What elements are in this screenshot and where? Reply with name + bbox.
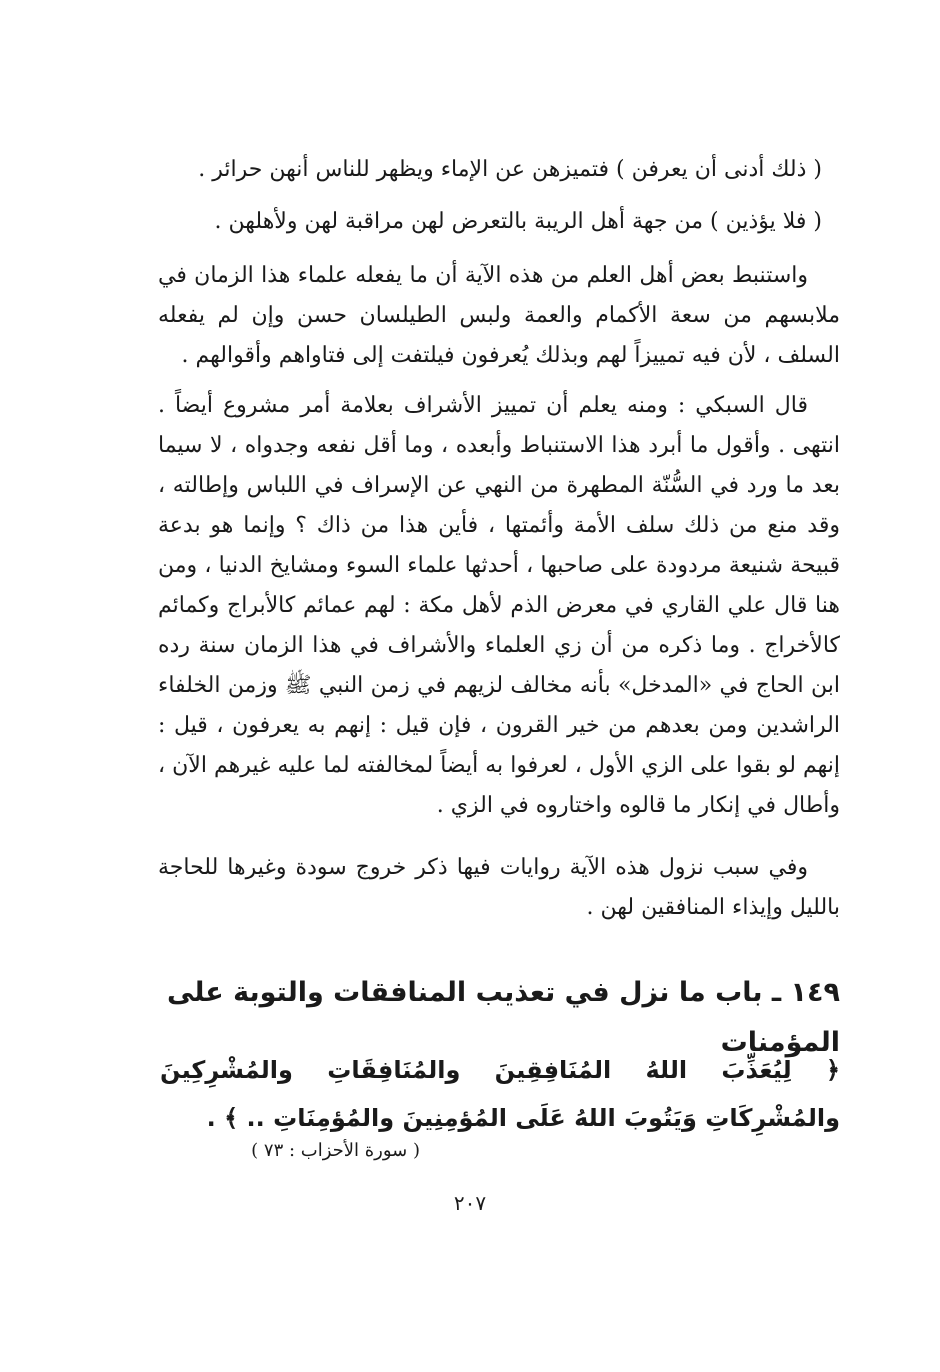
paragraph-sabab-nuzul: وفي سبب نزول هذه الآية روايات فيها ذكر خروج سودة وغيرها للحاجة بالليل وإيذاء المنافقين لهن . xyxy=(158,855,840,920)
tafsir-line-1: ( ذلك أدنى أن يعرفن ) فتميزهن عن الإماء ويظهر للناس أنهن حرائر . xyxy=(198,157,822,182)
quran-verse: ﴿ لِيُعَذِّبَ اللهُ المُنَافِقِينَ والمُنَافِقَاتِ والمُشْرِكِينَ والمُشْرِكَاتِ وَيَتُوبَ اللهُ عَلَى المُؤمِنِينَ والمُؤمِنَاتِ .. ﴾ . xyxy=(160,1056,840,1132)
tafsir-line-2: ( فلا يؤذين ) من جهة أهل الريبة بالتعرض لهن مراقبة لهن ولأهلهن . xyxy=(214,209,822,234)
paragraph-istinbat: واستنبط بعض أهل العلم من هذه الآية أن ما يفعله علماء هذا الزمان في ملابسهم من سعة الأكمام والعمة ولبس الطيلسان حسن وإن لم يفعله السلف ، لأن فيه تمييزاً لهم وبذلك يُعرفون فيلتفت إلى فتاواهم وأقوالهم . xyxy=(158,263,840,368)
section-heading: ١٤٩ ـ باب ما نزل في تعذيب المنافقات والتوبة على المؤمنات xyxy=(166,977,840,1058)
page-number: ٢٠٧ xyxy=(453,1191,487,1215)
verse-reference: ( سورة الأحزاب : ٧٣ ) xyxy=(251,1140,420,1161)
paragraph-subki: قال السبكي : ومنه يعلم أن تمييز الأشراف بعلامة أمر مشروع أيضاً . انتهى . وأقول ما أبرد هذا الاستنباط وأبعده ، وما أقل نفعه وجدواه ، لا سيما بعد ما ورد في السُّنّة المطهرة من النهي عن الإسراف في اللباس وإطالته ، وقد منع من ذلك سلف الأمة وأئمتها ، فأين هذا من ذاك ؟ وإنما هو بدعة قبيحة شنيعة مردودة على صاحبها ، أحدثها علماء السوء ومشايخ الدنيا ، ومن هنا قال علي القاري في معرض الذم لأهل مكة : لهم عمائم كالأبراج وكمائم كالأخراج . وما ذكره من أن زي العلماء والأشراف في هذا الزمان سنة رده ابن الحاج في «المدخل» بأنه مخالف لزيهم في زمن النبي ﷺ وزمن الخلفاء الراشدين ومن بعدهم من خير القرون ، فإن قيل : إنهم به يعرفون ، قيل : إنهم لو بقوا على الزي الأول ، لعرفوا به أيضاً لمخالفته لما عليه غيرهم الآن ، وأطال في إنكار ما قالوه واختاروه في الزي . xyxy=(158,393,840,818)
